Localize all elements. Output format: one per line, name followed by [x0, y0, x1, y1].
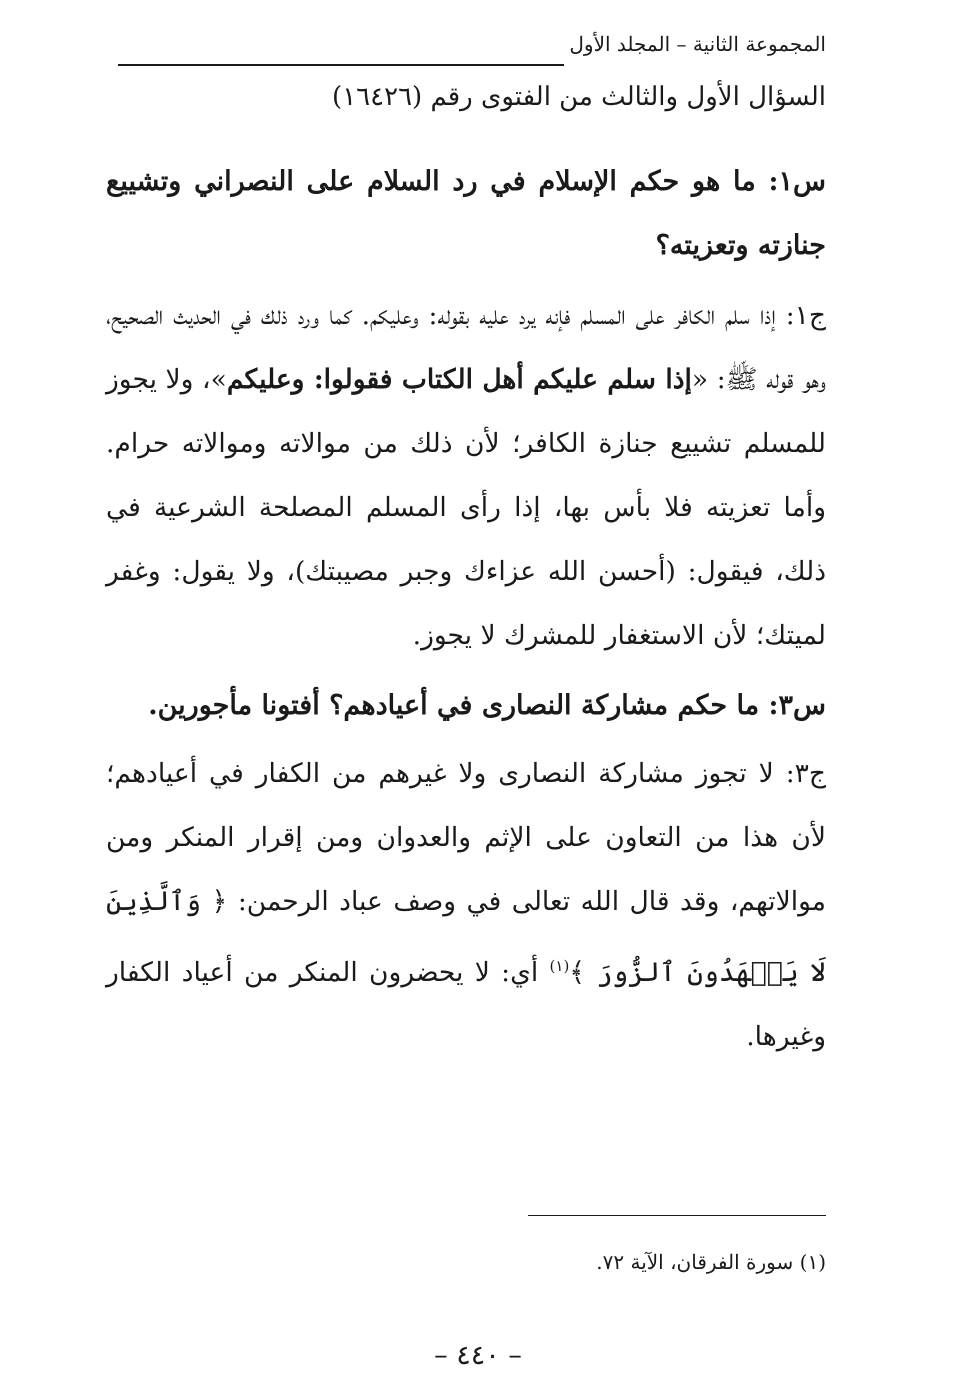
question-3: س٣: ما حكم مشاركة النصارى في أعيادهم؟ أفتونا مأجورين.	[148, 690, 826, 721]
page-number: – ٤٤٠ –	[434, 1340, 522, 1371]
header-title: المجموعة الثانية – المجلد الأول	[569, 32, 826, 56]
answer-3-rest: أي: لا يحضرون المنكر من أعياد الكفار وغيرها.	[106, 956, 826, 1052]
question-1: س١: ما هو حكم الإسلام في رد السلام على النصراني وتشييع جنازته وتعزيته؟	[106, 166, 826, 261]
footnote-marker: (١)	[549, 957, 570, 975]
footnote-rule	[528, 1215, 826, 1216]
answer-3-intro: ج٣: لا تجوز مشاركة النصارى ولا غيرهم من الكفار في أعيادهم؛ لأن هذا من التعاون على الإثم والعدوان ومن إقرار المنكر ومن موالاتهم، وقد قال الله تعالى في وصف عباد الرحمن:	[106, 758, 826, 917]
main-text	[106, 150, 826, 1069]
header-rule	[118, 64, 564, 66]
running-header	[118, 30, 826, 68]
answer-1	[106, 284, 826, 668]
answer-1-rest: »، ولا يجوز للمسلم تشييع جنازة الكافر؛ لأن ذلك من موالاته وموالاته حرام. وأما تعزيته فلا بأس بها، إذا رأى المسلم المصلحة الشرعية في ذلك، فيقول: (أحسن الله عزاءك وجبر مصيبتك)، ولا يقول: وغفر لميتك؛ لأن الاستغفار للمشرك لا يجوز.	[106, 364, 826, 651]
fatwa-reference: السؤال الأول والثالث من الفتوى رقم (١٦٤٢٦)	[332, 82, 826, 112]
quran-verse: ﴿ وَٱلَّذِينَ لَا يَشۡهَدُونَ ٱلزُّورَ ﴾	[106, 886, 826, 988]
hadith-quote: إذا سلم عليكم أهل الكتاب فقولوا: وعليكم	[226, 364, 692, 395]
answer-1-intro: ج١: إذا سلم الكافر على المسلم فإنه يرد عليه بقوله: وعليكم. كما ورد ذلك في الحديث الصحيح، وهو قوله ﷺ: «	[106, 300, 826, 395]
answer-3	[106, 742, 826, 1069]
footnote: (١) سورة الفرقان، الآية ٧٢.	[596, 1250, 826, 1274]
